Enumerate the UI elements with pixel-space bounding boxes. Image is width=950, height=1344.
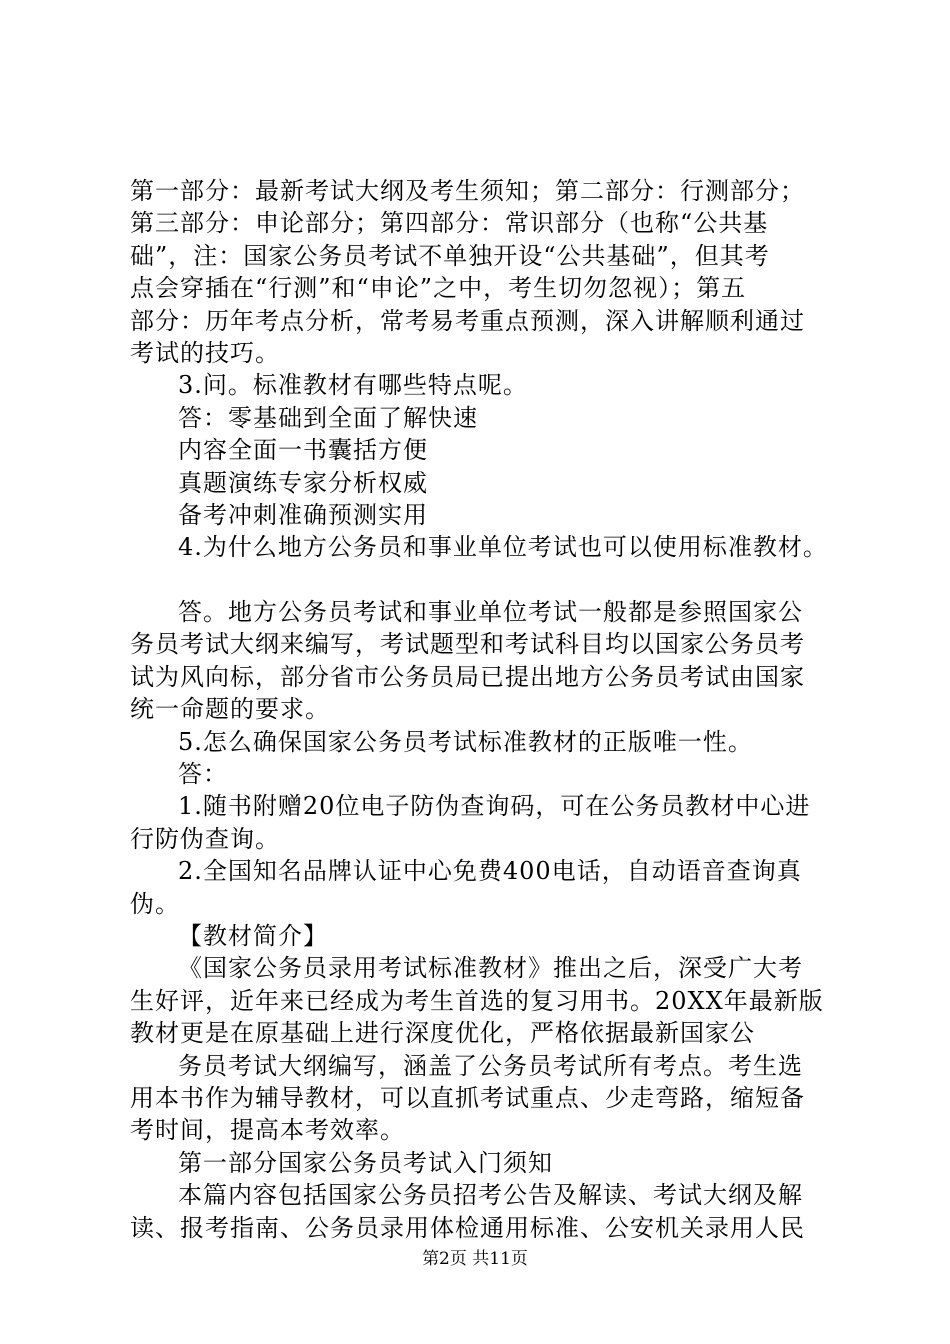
text-line: 础”，注：国家公务员考试不单独开设“公共基础”，但其考: [130, 241, 770, 270]
text-line: 点会穿插在“行测”和“申论”之中，考生切勿忽视）；第五: [130, 274, 747, 303]
intro-line: 《国家公务员录用考试标准教材》推出之后，深受广大考: [178, 954, 803, 983]
feature-line: 内容全面一书囊括方便: [178, 436, 428, 465]
feature-line: 备考冲刺准确预测实用: [178, 501, 428, 530]
text-line: 试为风向标，部分省市公务员局已提出地方公务员考试由国家: [130, 662, 805, 691]
section-heading: 【教材简介】: [178, 921, 328, 950]
text-line: 务员考试大纲来编写，考试题型和考试科目均以国家公务员考: [130, 630, 805, 659]
intro-line: 务员考试大纲编写，涵盖了公务员考试所有考点。考生选: [178, 1051, 803, 1080]
part-heading: 第一部分国家公务员考试入门须知: [178, 1148, 553, 1177]
text-line: 生好评，近年来已经成为考生首选的复习用书。20XX年最新版: [130, 986, 824, 1015]
blank-line: [130, 564, 850, 596]
text-line: 第三部分：申论部分；第四部分：常识部分（也称“公共基: [130, 209, 769, 238]
text-line: 读、报考指南、公务员录用体检通用标准、公安机关录用人民: [130, 1213, 805, 1242]
text-line: 部分：历年考点分析，常考易考重点预测，深入讲解顺利通过: [130, 306, 805, 335]
intro-line: 本篇内容包括国家公务员招考公告及解读、考试大纲及解: [178, 1181, 803, 1210]
text-line: 教材更是在原基础上进行深度优化，严格依据最新国家公: [130, 1019, 755, 1048]
answer-line: 答。地方公务员考试和事业单位考试一般都是参照国家公: [178, 597, 803, 626]
feature-line: 真题演练专家分析权威: [178, 468, 428, 497]
answer-item-2: 2.全国知名品牌认证中心免费400电话，自动语音查询真: [178, 857, 802, 886]
text-line: 考时间，提高本考效率。: [130, 1116, 405, 1145]
question-5: 5.怎么确保国家公务员考试标准教材的正版唯一性。: [178, 727, 753, 756]
text-line: 考试的技巧。: [130, 339, 280, 368]
question-3: 3.问。标准教材有哪些特点呢。: [178, 371, 528, 400]
answer-line: 答：零基础到全面了解快速: [178, 403, 478, 432]
page-number: 第2页 共11页: [422, 1249, 528, 1269]
text-line: 统一命题的要求。: [130, 695, 330, 724]
text-line: 用本书作为辅导教材，可以直抓考试重点、少走弯路，缩短备: [130, 1083, 805, 1112]
question-4: 4.为什么地方公务员和事业单位考试也可以使用标准教材。: [178, 533, 828, 562]
text-line: 伪。: [130, 889, 180, 918]
answer-line: 答：: [178, 759, 228, 788]
text-line: 行防伪查询。: [130, 824, 280, 853]
document-body: [130, 175, 850, 1244]
answer-item-1: 1.随书附赠20位电子防伪查询码，可在公务员教材中心进: [178, 792, 811, 821]
text-line: 第一部分：最新考试大纲及考生须知；第二部分：行测部分；: [130, 177, 805, 205]
